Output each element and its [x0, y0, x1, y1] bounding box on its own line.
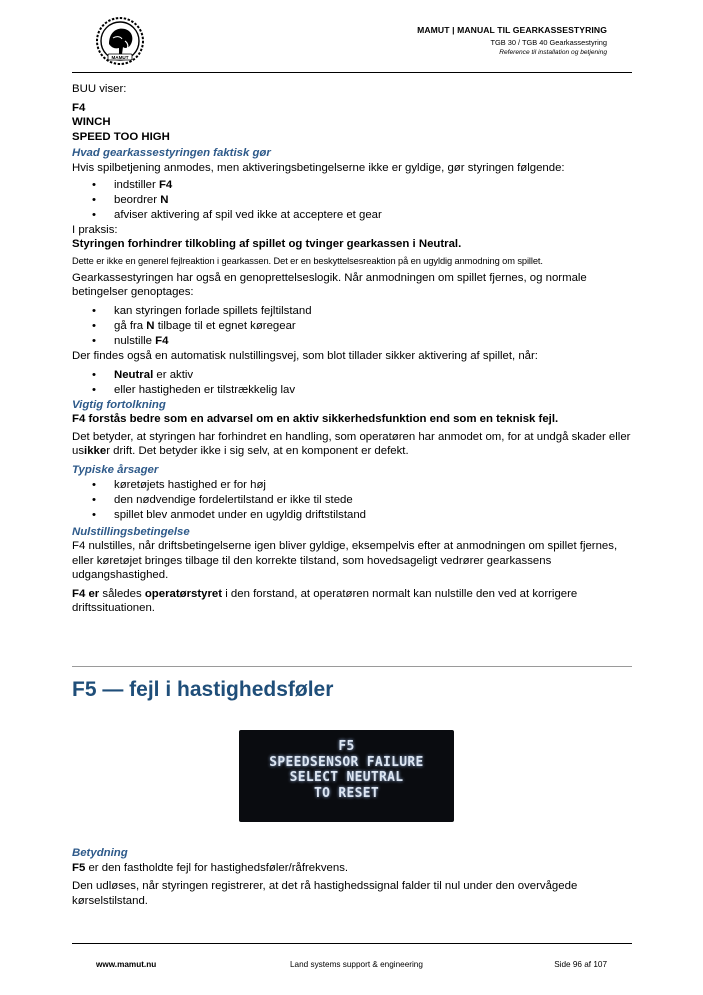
- mamut-logo-icon: [95, 16, 145, 66]
- causes-list: [92, 478, 632, 523]
- f5-display-image: [239, 730, 454, 822]
- page-header: [0, 0, 703, 74]
- reset-summary: F4 er således operatørstyret i den forstand, at operatøren normalt kan nulstille den ved at korrigere driftssituationen.: [72, 587, 578, 615]
- display-text: [239, 739, 454, 801]
- display-line: F5: [338, 739, 355, 754]
- list-item: • køretøjets hastighed er for høj: [92, 478, 632, 493]
- reset-text: F4 nulstilles, når driftsbetingelserne igen bliver gyldige, eksempelvis efter at anmodningen om spillet fjernes, eller køretøjet bringes tilbage til den korrekte tilstand, som hovedsageligt vedrører gearkassens udgangshastighed.: [72, 540, 618, 582]
- auto-reset-text: Der findes også en automatisk nulstillingsvej, som blot tillader sikker aktivering af spillet, når:: [72, 349, 538, 362]
- list-item: • nulstille F4: [92, 334, 632, 349]
- heading-actual: Hvad gearkassestyringen faktisk gør: [72, 147, 271, 160]
- manual-subtitle: TGB 30 / TGB 40 Gearkassestyring: [490, 38, 607, 47]
- list-item: • kan styringen forlade spillets fejltilstand: [92, 304, 632, 319]
- f5-content: [72, 846, 632, 908]
- list-item: • afviser aktivering af spil ved ikke at acceptere et gear: [92, 208, 632, 223]
- footer-page-number: Side 96 af 107: [554, 960, 607, 969]
- recovery-list: [92, 304, 632, 349]
- footer-center: Land systems support & engineering: [290, 960, 423, 969]
- heading-meaning: Betydning: [72, 847, 128, 859]
- actual-lead: Hvis spilbetjening anmodes, men aktiveringsbetingelserne ikke er gyldige, gør styringen følgende:: [72, 161, 565, 174]
- list-item: • beordrer N: [92, 193, 632, 208]
- list-item: • gå fra N tilbage til et egnet køregear: [92, 319, 632, 334]
- buu-line-1: F4: [72, 101, 86, 114]
- list-item: • den nødvendige fordelertilstand er ikke til stede: [92, 493, 632, 508]
- heading-reset: Nulstillingsbetingelse: [72, 525, 190, 538]
- footer-divider: [72, 943, 632, 944]
- header-info: [417, 25, 607, 56]
- in-practice-label: I praksis:: [72, 223, 118, 236]
- important-text: Det betyder, at styringen har forhindret en handling, som operatøren har anmodet om, for at undgå skader eller usikker drift. Det betyder ikke i sig selv, at en komponent er defekt.: [72, 430, 631, 458]
- important-statement: F4 forstås bedre som en advarsel om en aktiv sikkerhedsfunktion end som en teknisk fejl.: [72, 413, 559, 426]
- header-divider: [72, 72, 632, 73]
- page-content: [72, 82, 632, 616]
- practice-statement: Styringen forhindrer tilkobling af spillet og tvinger gearkassen i Neutral.: [72, 238, 462, 251]
- list-item: • spillet blev anmodet under en ugyldig driftstilstand: [92, 508, 632, 523]
- section-divider: [72, 666, 632, 667]
- f5-heading: F5 — fejl i hastighedsføler: [72, 678, 334, 701]
- buu-line-3: SPEED TOO HIGH: [72, 130, 170, 143]
- auto-reset-list: [92, 368, 632, 398]
- footer-website[interactable]: www.mamut.nu: [96, 960, 157, 969]
- manual-reference: Reference til installation og betjening: [499, 49, 607, 56]
- meaning-text: F5 er den fastholdte fejl for hastighedsføler/råfrekvens.: [72, 861, 349, 874]
- recovery-text: Gearkassestyringen har også en genoprettelseslogik. Når anmodningen om spillet fjernes, og normale betingelser genoptages:: [72, 271, 587, 299]
- display-line: SPEEDSENSOR FAILURE: [269, 754, 424, 770]
- display-line: TO RESET: [313, 785, 379, 801]
- list-item: • Neutral er aktiv: [92, 368, 632, 383]
- display-line: SELECT NEUTRAL: [289, 770, 404, 785]
- list-item: • eller hastigheden er tilstrækkelig lav: [92, 383, 632, 398]
- trigger-text: Den udløses, når styringen registrerer, at det rå hastighedssignal falder til nul under den overvågede kørselstilstand.: [72, 880, 578, 907]
- heading-important: Vigtig fortolkning: [72, 398, 166, 411]
- protection-note: Dette er ikke en generel fejlreaktion i gearkassen. Det er en beskyttelsesreaktion på en ugyldig anmodning om spillet.: [72, 255, 543, 266]
- list-item: • indstiller F4: [92, 178, 632, 193]
- actual-list: [92, 178, 632, 223]
- buu-label: BUU viser:: [72, 83, 127, 95]
- heading-causes: Typiske årsager: [72, 463, 159, 476]
- svg-text:MAMUT: MAMUT: [111, 55, 129, 60]
- manual-title: MAMUT | MANUAL TIL GEARKASSESTYRING: [417, 25, 607, 35]
- buu-line-2: WINCH: [72, 116, 111, 129]
